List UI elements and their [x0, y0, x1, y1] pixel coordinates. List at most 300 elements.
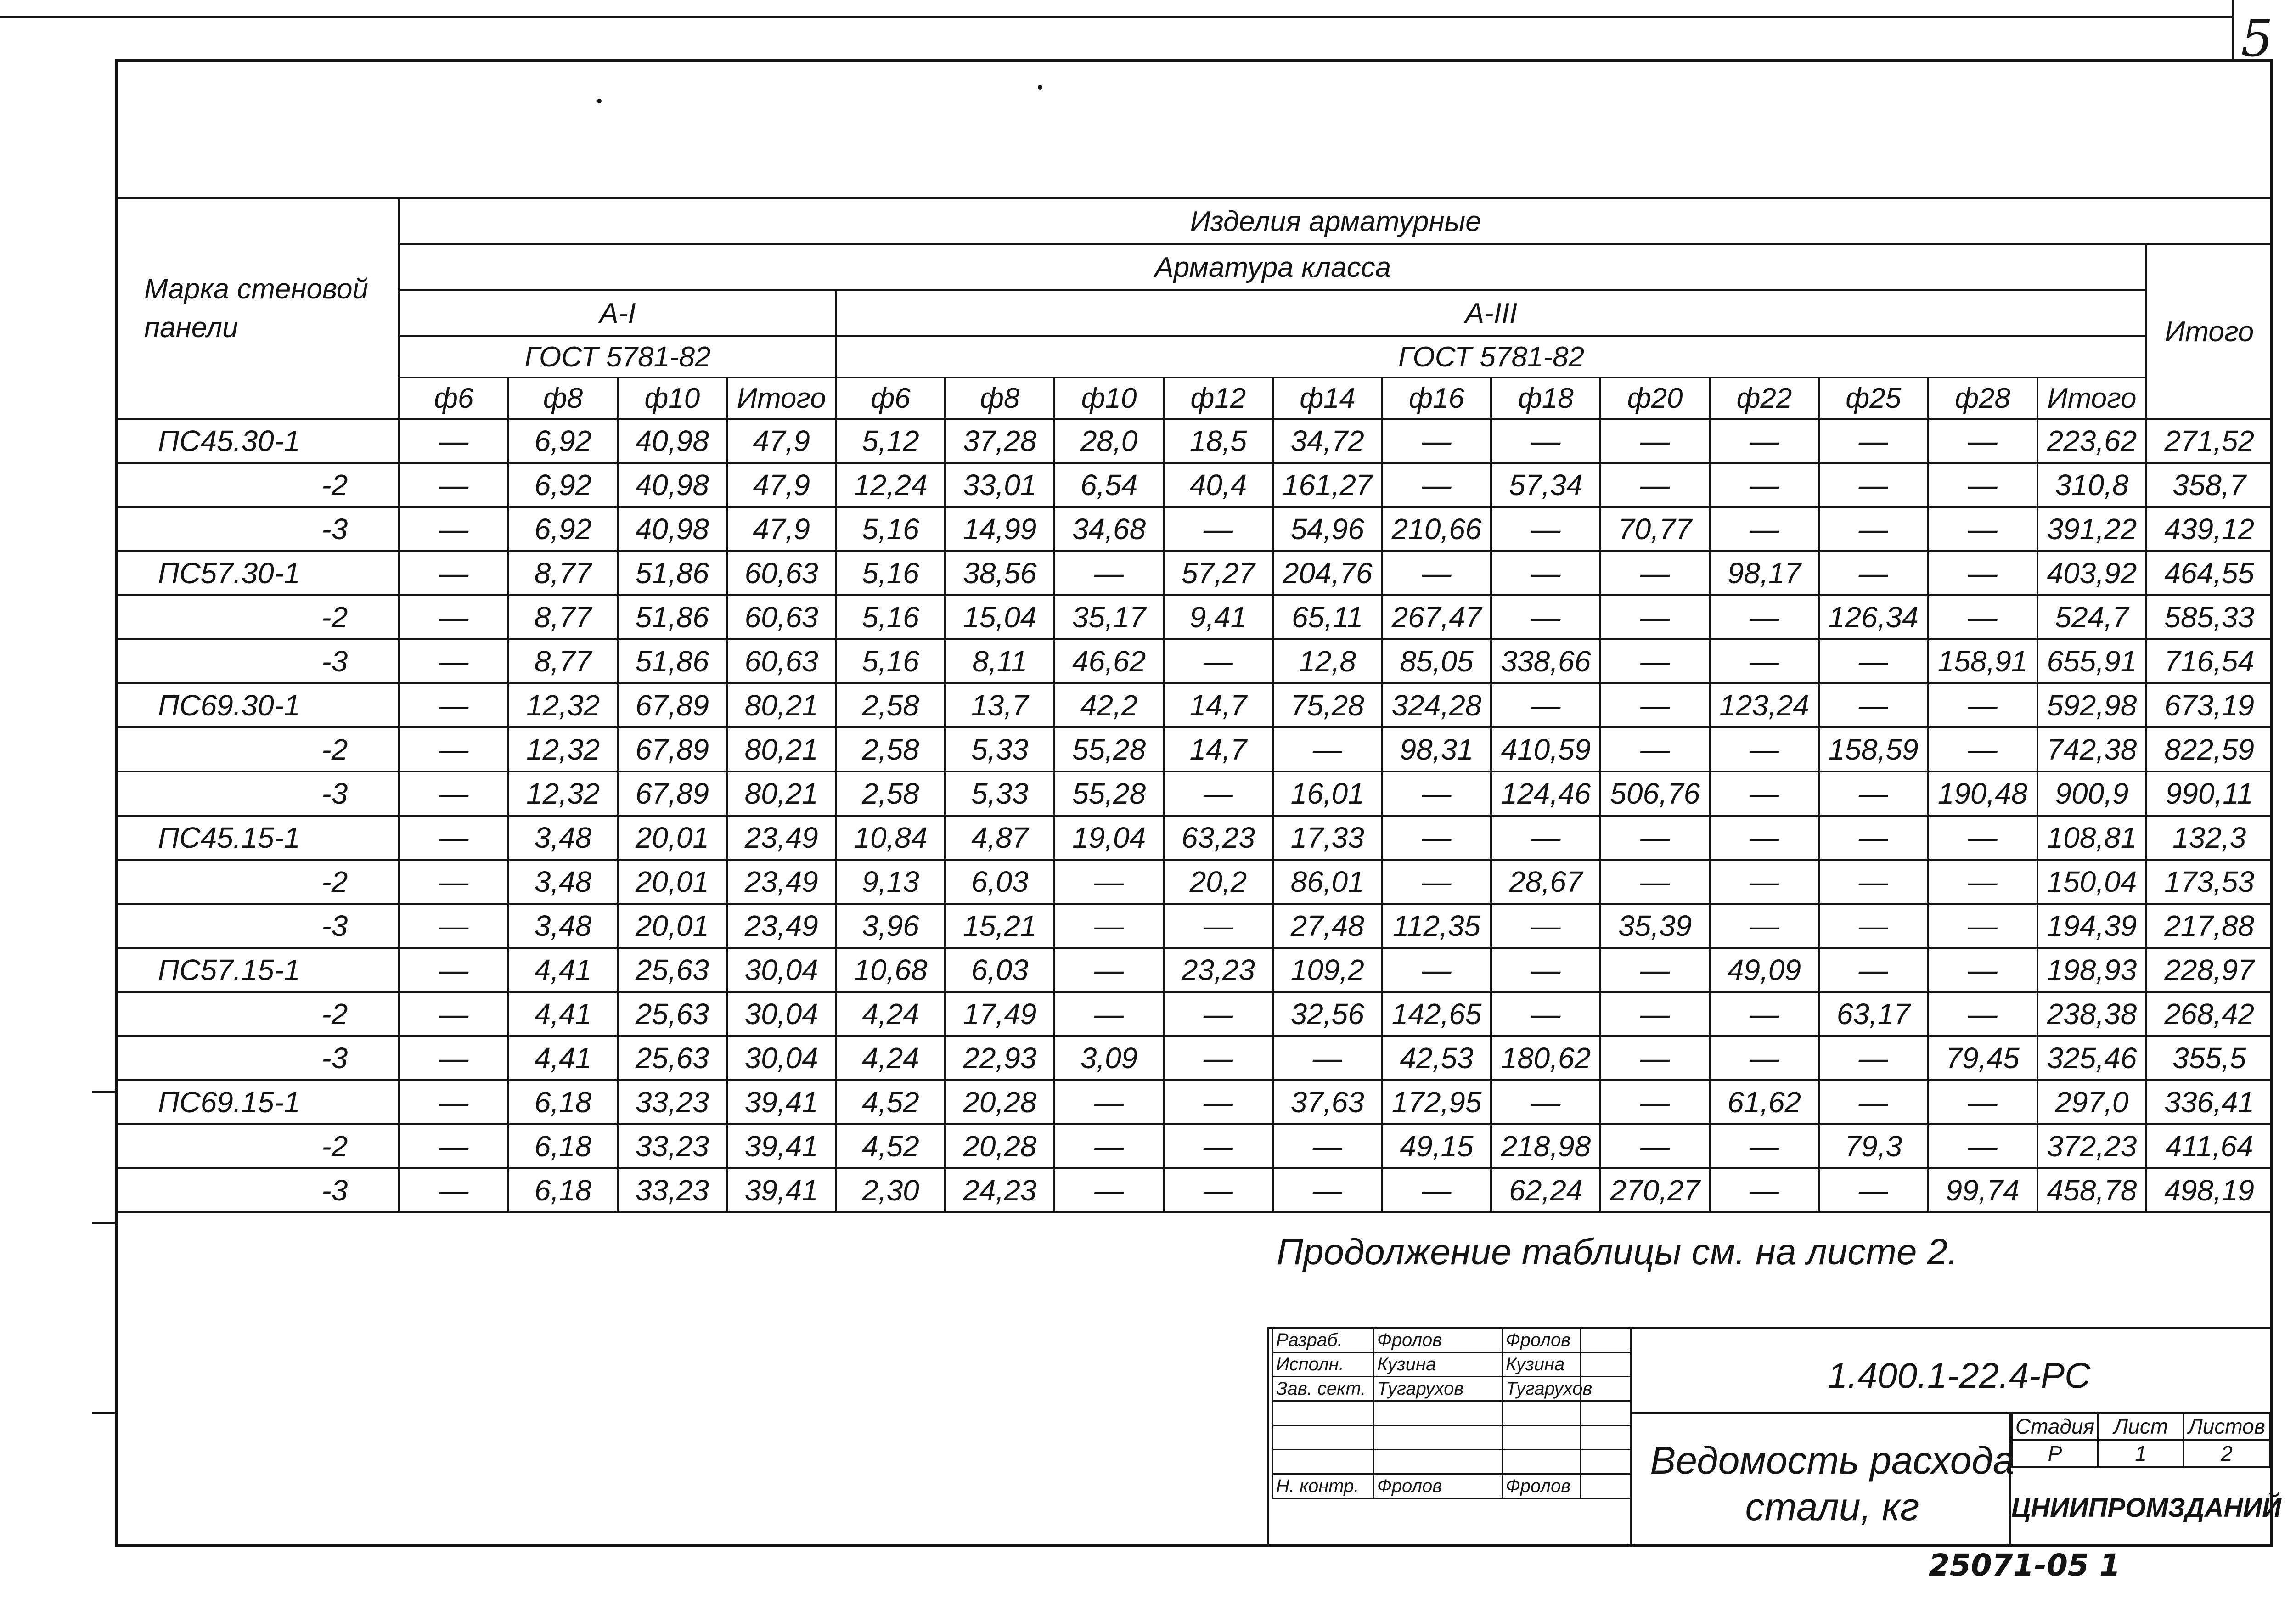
a3-cell: —: [1928, 507, 2037, 551]
table-row: [116, 948, 2272, 992]
a3-cell: 49,15: [1382, 1124, 1491, 1168]
a3-cell: 20,2: [1164, 860, 1273, 904]
table-row: [116, 595, 2272, 639]
a1-cell: 33,23: [618, 1124, 727, 1168]
signature-row: [1273, 1377, 1631, 1401]
table-row: [116, 551, 2272, 595]
total-cell: 217,88: [2146, 904, 2272, 948]
panel-mark: -3: [116, 904, 399, 948]
a3-cell: 18,5: [1164, 419, 1273, 463]
a3-cell: —: [1710, 904, 1819, 948]
signature-row: [1273, 1401, 1631, 1425]
a3-col-header: ф28: [1928, 377, 2037, 419]
page-number-border: [2232, 0, 2234, 60]
a3-cell: —: [1491, 904, 1600, 948]
a3-cell: —: [1054, 551, 1164, 595]
a3-cell: 46,62: [1054, 639, 1164, 683]
signature-date: [1581, 1450, 1631, 1474]
a1-cell: 12,32: [508, 683, 618, 727]
a3-cell: 592,98: [2037, 683, 2147, 727]
a3-cell: —: [1710, 639, 1819, 683]
a3-cell: —: [1600, 860, 1710, 904]
a3-cell: 34,68: [1054, 507, 1164, 551]
a3-cell: —: [1928, 551, 2037, 595]
a3-cell: 10,84: [836, 816, 945, 860]
a1-cell: —: [399, 948, 508, 992]
signature-row: [1273, 1328, 1631, 1352]
a3-cell: —: [1819, 683, 1928, 727]
a3-cell: —: [1491, 992, 1600, 1036]
a1-cell: 51,86: [618, 551, 727, 595]
a3-cell: —: [1600, 551, 1710, 595]
archive-number: 25071-05 1: [1929, 1548, 2121, 1583]
a1-cell: 67,89: [618, 727, 727, 772]
a3-cell: —: [1710, 727, 1819, 772]
a1-cell: 8,77: [508, 551, 618, 595]
a3-cell: —: [1273, 1168, 1382, 1212]
a1-cell: 39,41: [727, 1124, 836, 1168]
a1-cell: —: [399, 1036, 508, 1080]
a1-cell: 20,01: [618, 816, 727, 860]
a3-cell: 506,76: [1600, 772, 1710, 816]
a3-cell: 10,68: [836, 948, 945, 992]
a3-cell: —: [1710, 1168, 1819, 1212]
a3-cell: 40,4: [1164, 463, 1273, 507]
a3-cell: 79,3: [1819, 1124, 1928, 1168]
a3-cell: 6,03: [945, 948, 1054, 992]
a3-cell: —: [1928, 463, 2037, 507]
a1-col-header: Итого: [727, 377, 836, 419]
a3-cell: —: [1600, 683, 1710, 727]
a1-cell: 51,86: [618, 595, 727, 639]
signature-role: Разраб.: [1273, 1328, 1374, 1352]
a3-col-header: ф10: [1054, 377, 1164, 419]
panel-mark: -2: [116, 727, 399, 772]
a3-cell: 17,33: [1273, 816, 1382, 860]
a3-cell: 109,2: [1273, 948, 1382, 992]
panel-mark: -2: [116, 463, 399, 507]
a3-cell: 4,24: [836, 992, 945, 1036]
a1-col-header: ф8: [508, 377, 618, 419]
signature-name: [1374, 1450, 1503, 1474]
a1-cell: 33,23: [618, 1080, 727, 1124]
a3-cell: —: [1382, 551, 1491, 595]
a1-cell: 67,89: [618, 683, 727, 727]
a3-cell: 2,30: [836, 1168, 945, 1212]
a1-cell: 30,04: [727, 1036, 836, 1080]
a3-cell: —: [1273, 1036, 1382, 1080]
table-row: [116, 463, 2272, 507]
table-row: [116, 1036, 2272, 1080]
a3-cell: 4,87: [945, 816, 1054, 860]
signature-name: [1374, 1425, 1503, 1450]
a3-cell: 14,7: [1164, 683, 1273, 727]
a3-cell: 63,17: [1819, 992, 1928, 1036]
a3-cell: 34,72: [1273, 419, 1382, 463]
table-row: [116, 992, 2272, 1036]
a3-cell: 458,78: [2037, 1168, 2147, 1212]
title-block-left-line: [1267, 1327, 1269, 1545]
table-row: [116, 860, 2272, 904]
a1-cell: 30,04: [727, 992, 836, 1036]
a3-cell: 6,03: [945, 860, 1054, 904]
total-cell: 439,12: [2146, 507, 2272, 551]
a3-cell: 223,62: [2037, 419, 2147, 463]
a3-cell: 37,63: [1273, 1080, 1382, 1124]
a3-col-header: ф18: [1491, 377, 1600, 419]
a3-cell: 270,27: [1600, 1168, 1710, 1212]
a3-cell: —: [1710, 463, 1819, 507]
a3-cell: 180,62: [1491, 1036, 1600, 1080]
a3-cell: 198,93: [2037, 948, 2147, 992]
a3-cell: 98,17: [1710, 551, 1819, 595]
a3-cell: 22,93: [945, 1036, 1054, 1080]
sheets-value: 2: [2184, 1440, 2270, 1467]
margin-tick: [92, 1091, 116, 1093]
a1-cell: 4,41: [508, 1036, 618, 1080]
a3-cell: —: [1710, 860, 1819, 904]
a3-col-header: ф6: [836, 377, 945, 419]
a3-cell: —: [1491, 1080, 1600, 1124]
table-row: [116, 639, 2272, 683]
a1-cell: 25,63: [618, 1036, 727, 1080]
class-a1-header: А-I: [399, 290, 836, 336]
total-header: Итого: [2146, 244, 2272, 419]
a1-cell: —: [399, 1168, 508, 1212]
a1-cell: 47,9: [727, 507, 836, 551]
panel-mark: -3: [116, 772, 399, 816]
rebar-class-header: Арматура класса: [399, 244, 2146, 290]
a1-cell: 6,92: [508, 463, 618, 507]
table-row: [116, 419, 2272, 463]
a3-cell: 57,34: [1491, 463, 1600, 507]
a3-cell: —: [1600, 948, 1710, 992]
a1-cell: 80,21: [727, 727, 836, 772]
a3-cell: —: [1382, 860, 1491, 904]
a3-cell: 172,95: [1382, 1080, 1491, 1124]
signature-name: Кузина: [1374, 1352, 1503, 1377]
a3-cell: —: [1600, 639, 1710, 683]
signature-row: [1273, 1352, 1631, 1377]
a3-cell: 210,66: [1382, 507, 1491, 551]
a3-cell: —: [1600, 816, 1710, 860]
a3-cell: —: [1054, 1168, 1164, 1212]
a3-cell: —: [1710, 772, 1819, 816]
a1-cell: 80,21: [727, 683, 836, 727]
stage-value: Р: [2012, 1440, 2098, 1467]
total-cell: 336,41: [2146, 1080, 2272, 1124]
a1-cell: 3,48: [508, 904, 618, 948]
a3-cell: —: [1819, 463, 1928, 507]
panel-mark: ПС57.30-1: [116, 551, 399, 595]
a3-cell: —: [1819, 904, 1928, 948]
a1-cell: 6,92: [508, 507, 618, 551]
a1-cell: —: [399, 1080, 508, 1124]
a3-cell: —: [1164, 507, 1273, 551]
a3-cell: —: [1710, 419, 1819, 463]
total-cell: 822,59: [2146, 727, 2272, 772]
a3-cell: 23,23: [1164, 948, 1273, 992]
a3-col-header: ф20: [1600, 377, 1710, 419]
a1-cell: 4,41: [508, 948, 618, 992]
a3-col-header: ф22: [1710, 377, 1819, 419]
a3-cell: 2,58: [836, 772, 945, 816]
signature-sign: Тугарухов: [1503, 1377, 1581, 1401]
a3-cell: 37,28: [945, 419, 1054, 463]
panel-mark: ПС45.15-1: [116, 816, 399, 860]
a3-cell: —: [1491, 507, 1600, 551]
a3-cell: 324,28: [1382, 683, 1491, 727]
a1-cell: 25,63: [618, 992, 727, 1036]
a3-cell: —: [1164, 772, 1273, 816]
total-cell: 268,42: [2146, 992, 2272, 1036]
a3-cell: —: [1928, 683, 2037, 727]
a3-cell: 32,56: [1273, 992, 1382, 1036]
gost-a1-header: ГОСТ 5781-82: [399, 336, 836, 377]
a3-cell: 3,96: [836, 904, 945, 948]
total-cell: 585,33: [2146, 595, 2272, 639]
table-row: [116, 772, 2272, 816]
table-row: [116, 507, 2272, 551]
a3-cell: —: [1054, 1124, 1164, 1168]
a3-col-header: ф25: [1819, 377, 1928, 419]
a1-cell: 12,32: [508, 727, 618, 772]
signature-name: [1374, 1401, 1503, 1425]
margin-tick: [92, 1222, 116, 1224]
a3-cell: 391,22: [2037, 507, 2147, 551]
a3-col-header: ф16: [1382, 377, 1491, 419]
total-cell: 716,54: [2146, 639, 2272, 683]
signature-role: [1273, 1401, 1374, 1425]
signature-role: Н. контр.: [1273, 1474, 1374, 1498]
a3-cell: 15,04: [945, 595, 1054, 639]
a3-cell: —: [1710, 507, 1819, 551]
a1-cell: 20,01: [618, 860, 727, 904]
a3-cell: 24,23: [945, 1168, 1054, 1212]
signature-sign: [1503, 1450, 1581, 1474]
signature-role: [1273, 1425, 1374, 1450]
a3-cell: —: [1164, 1124, 1273, 1168]
a3-cell: 14,7: [1164, 727, 1273, 772]
panel-mark: ПС69.30-1: [116, 683, 399, 727]
a3-cell: —: [1164, 1080, 1273, 1124]
a3-cell: —: [1382, 1168, 1491, 1212]
a3-cell: —: [1928, 727, 2037, 772]
signature-name: Фролов: [1374, 1328, 1503, 1352]
a1-cell: —: [399, 507, 508, 551]
signature-role: [1273, 1450, 1374, 1474]
a3-cell: 194,39: [2037, 904, 2147, 948]
a3-cell: —: [1710, 992, 1819, 1036]
a3-cell: 28,67: [1491, 860, 1600, 904]
a3-cell: 15,21: [945, 904, 1054, 948]
signature-role: Исполн.: [1273, 1352, 1374, 1377]
a1-cell: —: [399, 683, 508, 727]
total-cell: 498,19: [2146, 1168, 2272, 1212]
a1-cell: 60,63: [727, 551, 836, 595]
a3-cell: 85,05: [1382, 639, 1491, 683]
a3-cell: —: [1054, 904, 1164, 948]
a1-cell: —: [399, 551, 508, 595]
a3-cell: —: [1600, 992, 1710, 1036]
panel-mark: -3: [116, 1036, 399, 1080]
a3-cell: —: [1600, 1036, 1710, 1080]
a3-cell: 161,27: [1273, 463, 1382, 507]
a1-cell: 23,49: [727, 904, 836, 948]
a3-cell: 190,48: [1928, 772, 2037, 816]
a1-cell: 60,63: [727, 639, 836, 683]
a1-cell: 23,49: [727, 816, 836, 860]
a1-cell: —: [399, 727, 508, 772]
a3-cell: 372,23: [2037, 1124, 2147, 1168]
document-code: 1.400.1-22.4-РС: [1828, 1355, 2091, 1396]
a3-cell: 267,47: [1382, 595, 1491, 639]
a3-cell: 150,04: [2037, 860, 2147, 904]
a1-cell: —: [399, 595, 508, 639]
sheet-header: Лист: [2098, 1413, 2184, 1440]
a3-cell: —: [1819, 419, 1928, 463]
a1-cell: 47,9: [727, 463, 836, 507]
a3-cell: —: [1600, 1124, 1710, 1168]
signature-sign: Фролов: [1503, 1474, 1581, 1498]
a3-cell: 79,45: [1928, 1036, 2037, 1080]
a1-cell: 20,01: [618, 904, 727, 948]
class-a3-header: А-III: [836, 290, 2147, 336]
a3-cell: —: [1600, 595, 1710, 639]
a3-cell: —: [1164, 992, 1273, 1036]
a1-cell: 40,98: [618, 507, 727, 551]
a3-cell: 112,35: [1382, 904, 1491, 948]
a3-cell: 403,92: [2037, 551, 2147, 595]
a3-cell: 524,7: [2037, 595, 2147, 639]
a3-cell: 4,24: [836, 1036, 945, 1080]
table-row: [116, 816, 2272, 860]
sheet-value: 1: [2098, 1440, 2184, 1467]
a3-cell: 123,24: [1710, 683, 1819, 727]
signature-date: [1581, 1474, 1631, 1498]
total-cell: 228,97: [2146, 948, 2272, 992]
signature-date: [1581, 1328, 1631, 1352]
a3-cell: —: [1928, 860, 2037, 904]
a3-cell: 65,11: [1273, 595, 1382, 639]
table-row: [116, 904, 2272, 948]
a3-cell: 42,2: [1054, 683, 1164, 727]
a3-cell: 126,34: [1819, 595, 1928, 639]
a3-cell: —: [1054, 992, 1164, 1036]
a3-cell: —: [1273, 1124, 1382, 1168]
a3-cell: 3,09: [1054, 1036, 1164, 1080]
a3-cell: —: [1819, 1080, 1928, 1124]
panel-mark: -2: [116, 860, 399, 904]
a1-cell: —: [399, 904, 508, 948]
a3-cell: —: [1819, 816, 1928, 860]
a3-cell: 9,41: [1164, 595, 1273, 639]
a3-cell: 13,7: [945, 683, 1054, 727]
panel-mark: -3: [116, 639, 399, 683]
a3-cell: 5,12: [836, 419, 945, 463]
a1-cell: 47,9: [727, 419, 836, 463]
a1-cell: 3,48: [508, 816, 618, 860]
a3-cell: 35,39: [1600, 904, 1710, 948]
a3-cell: 12,8: [1273, 639, 1382, 683]
products-header: Изделия арматурные: [399, 198, 2272, 244]
a3-cell: 158,91: [1928, 639, 2037, 683]
a3-cell: —: [1164, 904, 1273, 948]
a3-cell: —: [1491, 683, 1600, 727]
a1-cell: 80,21: [727, 772, 836, 816]
total-cell: 173,53: [2146, 860, 2272, 904]
a3-cell: —: [1054, 860, 1164, 904]
total-cell: 673,19: [2146, 683, 2272, 727]
document-title: Ведомость расхода стали, кг: [1650, 1439, 2015, 1528]
a1-cell: —: [399, 1124, 508, 1168]
a3-cell: —: [1928, 595, 2037, 639]
a3-cell: 310,8: [2037, 463, 2147, 507]
a3-cell: —: [1710, 816, 1819, 860]
a3-cell: 2,58: [836, 683, 945, 727]
a3-cell: —: [1054, 948, 1164, 992]
a3-cell: —: [1819, 948, 1928, 992]
margin-tick: [92, 1412, 116, 1414]
a3-cell: 5,33: [945, 772, 1054, 816]
a3-cell: 20,28: [945, 1080, 1054, 1124]
scan-speck: [1038, 85, 1042, 90]
panel-mark: -3: [116, 1168, 399, 1212]
a3-cell: —: [1928, 816, 2037, 860]
a3-cell: 70,77: [1600, 507, 1710, 551]
a1-cell: 60,63: [727, 595, 836, 639]
total-cell: 355,5: [2146, 1036, 2272, 1080]
organization: ЦНИИПРОМЗДАНИЙ: [2011, 1493, 2281, 1523]
signature-date: [1581, 1425, 1631, 1450]
a3-cell: —: [1600, 463, 1710, 507]
a3-cell: —: [1819, 1036, 1928, 1080]
a3-cell: 27,48: [1273, 904, 1382, 948]
a3-cell: 338,66: [1491, 639, 1600, 683]
a3-cell: 54,96: [1273, 507, 1382, 551]
total-cell: 271,52: [2146, 419, 2272, 463]
a1-cell: 39,41: [727, 1168, 836, 1212]
signature-date: [1581, 1352, 1631, 1377]
total-cell: 464,55: [2146, 551, 2272, 595]
a3-cell: —: [1928, 1124, 2037, 1168]
panel-mark: -2: [116, 1124, 399, 1168]
a3-cell: —: [1164, 639, 1273, 683]
a1-cell: —: [399, 816, 508, 860]
signature-role: Зав. сект.: [1273, 1377, 1374, 1401]
a3-cell: 57,27: [1164, 551, 1273, 595]
a3-cell: —: [1710, 1124, 1819, 1168]
a3-cell: —: [1491, 948, 1600, 992]
a3-cell: —: [1054, 1080, 1164, 1124]
a3-cell: 61,62: [1710, 1080, 1819, 1124]
a3-cell: 62,24: [1491, 1168, 1600, 1212]
a3-cell: 38,56: [945, 551, 1054, 595]
a1-cell: 8,77: [508, 595, 618, 639]
a1-cell: 67,89: [618, 772, 727, 816]
a1-cell: 4,41: [508, 992, 618, 1036]
a3-cell: 742,38: [2037, 727, 2147, 772]
a3-cell: —: [1928, 948, 2037, 992]
a3-cell: 204,76: [1273, 551, 1382, 595]
a1-cell: 23,49: [727, 860, 836, 904]
a3-cell: 4,52: [836, 1080, 945, 1124]
signature-sign: Фролов: [1503, 1328, 1581, 1352]
a3-cell: —: [1382, 772, 1491, 816]
a3-cell: —: [1819, 772, 1928, 816]
a3-cell: 16,01: [1273, 772, 1382, 816]
a3-cell: 28,0: [1054, 419, 1164, 463]
